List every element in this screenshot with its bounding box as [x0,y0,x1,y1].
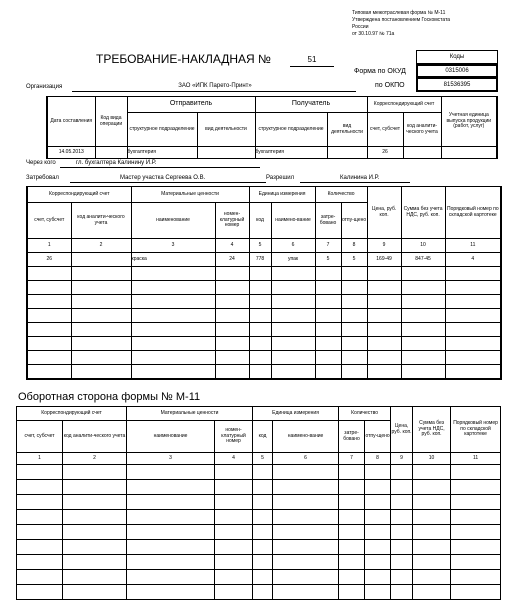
receiver-struct-header: структурное подразделение [255,113,327,147]
col-number: 7 [315,239,341,253]
col-number: 11 [445,239,501,253]
top-row-unit [441,147,497,159]
col-number: 2 [71,239,131,253]
top-col-sender: Отправитель [127,97,255,113]
document-title: ТРЕБОВАНИЕ-НАКЛАДНАЯ № [96,52,271,66]
okud-label: Форма по ОКУД [354,68,406,75]
col-number: 5 [253,453,273,465]
approval-note-date: от 30.10.97 № 71а [352,31,395,37]
corr-account-header: счет, субсчет [367,113,403,147]
approval-note-country: России [352,24,369,30]
col-number: 11 [451,453,501,465]
table-row [17,540,501,555]
rev-col-price: Цена, руб. коп. [391,407,413,453]
document-number: 51 [307,55,317,64]
through-value: гл. бухгалтера Калинину И.Р. [76,160,157,166]
col-number: 2 [63,453,127,465]
table-row [27,337,501,351]
requested-label: Затребовал [26,175,59,181]
rev-sub-analytic: код аналити-ческого учета [63,421,127,453]
row-requested: 5 [315,253,341,267]
rev-col-qty: Количество [339,407,391,421]
top-col-receiver: Получатель [255,97,367,113]
table-row [27,295,501,309]
col-number: 6 [273,453,339,465]
table-row [27,253,501,267]
approval-note: Утверждена постановлением Госкомстата [352,17,451,23]
main-sub-analytic: код аналити-ческого учета [71,203,131,239]
top-row-account: 26 [367,147,403,159]
table-row [27,309,501,323]
rev-sub-name: наименование [127,421,215,453]
top-row-operation [95,147,127,159]
rev-sub-unit-name: наимено-вание [273,421,339,453]
rev-sub-nomen: номен-клатурный номер [215,421,253,453]
rev-sub-code: код [253,421,273,453]
table-row [27,323,501,337]
col-number: 3 [131,239,215,253]
main-sub-requested: затре-бовано [315,203,341,239]
main-col-materials: Материальные ценности [131,187,249,203]
top-row-receiver-struct: бухгалтерия [255,147,327,159]
main-sub-account: счет, субсчет [27,203,71,239]
sender-activity-header: вид деятельности [197,113,255,147]
table-row [17,480,501,495]
table-row [17,510,501,525]
main-sub-name: наименование [131,203,215,239]
col-number: 10 [401,239,445,253]
main-sub-nomen: номен-клатурный номер [215,203,249,239]
rev-col-card: Порядковый номер по складской картотеке [451,407,501,453]
codes-label: Коды [449,54,465,60]
rev-col-units: Единица измерения [253,407,339,421]
table-row [17,555,501,570]
rev-number-row [17,453,501,465]
table-row [27,281,501,295]
col-number: 3 [127,453,215,465]
corr-analytic-header: код аналити-ческого учета [403,113,441,147]
main-col-qty: Количество [315,187,367,203]
top-col-operation: Код вида операции [95,97,127,147]
col-number: 1 [17,453,63,465]
col-number: 10 [413,453,451,465]
main-col-card: Порядковый номер по складской картотеке [445,187,501,239]
sender-struct-header: структурное подразделение [127,113,197,147]
row-price: 169-49 [367,253,401,267]
top-row-sender-struct: бухгалтерия [127,147,197,159]
row-unit-name: упак [271,253,315,267]
requested-value: Мастер участка Сергеева О.В. [120,175,206,181]
table-row [17,585,501,600]
okud-value: 0315006 [445,68,469,74]
main-sub-code: код [249,203,271,239]
through-label: Через кого [26,160,56,166]
col-number: 1 [27,239,71,253]
reverse-side-title: Оборотная сторона формы № М-11 [18,391,201,403]
col-number: 4 [215,453,253,465]
top-row-date: 14.05.2013 [47,147,95,159]
rev-sub-account: счет, субсчет [17,421,63,453]
okpo-label: по ОКПО [375,82,405,89]
col-number: 5 [249,239,271,253]
row-name: краска [131,253,215,267]
allowed-label: Разрешил [266,175,295,181]
main-col-price: Цена, руб. коп. [367,187,401,239]
okpo-value: 81536395 [443,82,471,88]
col-number: 6 [271,239,315,253]
row-analytic [71,253,131,267]
col-number: 7 [339,453,365,465]
row-card: 4 [445,253,501,267]
receiver-activity-header: вид деятельности [327,113,367,147]
table-row [27,267,501,281]
top-row-analytic [403,147,441,159]
rev-sub-released: отпу-щено [365,421,391,453]
table-row [17,570,501,585]
row-code: 778 [249,253,271,267]
rev-col-sum: Сумма без учета НДС, руб. коп. [413,407,451,453]
table-row [17,525,501,540]
rev-col-materials: Материальные ценности [127,407,253,421]
main-sub-unit-name: наимено-вание [271,203,315,239]
top-row-receiver-activity [327,147,367,159]
row-account: 26 [27,253,71,267]
table-row [17,495,501,510]
top-col-date: Дата составления [47,97,95,147]
table-row [27,365,501,379]
row-released: 5 [341,253,367,267]
organization-label: Организация [26,84,63,90]
top-col-corr: Корреспондирующий счет [367,97,441,113]
top-table [46,96,498,159]
rev-col-corr: Корреспондирующий счет [17,407,127,421]
main-col-sum: Сумма без учета НДС, руб. коп. [401,187,445,239]
form-type-note: Типовая межотраслевая форма № М-11 [352,10,446,16]
reverse-table [16,406,501,600]
main-table [26,186,502,380]
rev-sub-requested: затре-бовано [339,421,365,453]
col-number: 9 [367,239,401,253]
row-nomen: 24 [215,253,249,267]
top-row-sender-activity [197,147,255,159]
col-number: 8 [365,453,391,465]
allowed-value: Калинина И.Р. [340,175,380,181]
table-row [17,465,501,480]
table-row [27,351,501,365]
organization-value: ЗАО «ИПК Парето-Принт» [178,83,252,89]
main-number-row [27,239,501,253]
col-number: 8 [341,239,367,253]
col-number: 4 [215,239,249,253]
main-col-units: Единица измерения [249,187,315,203]
main-col-corr: Корреспондирующий счет [27,187,131,203]
top-col-unit: Учетная единица выпуска продукции (работ, услуг) [441,97,497,147]
col-number: 9 [391,453,413,465]
main-sub-released: отпу-щено [341,203,367,239]
row-sum: 847-45 [401,253,445,267]
